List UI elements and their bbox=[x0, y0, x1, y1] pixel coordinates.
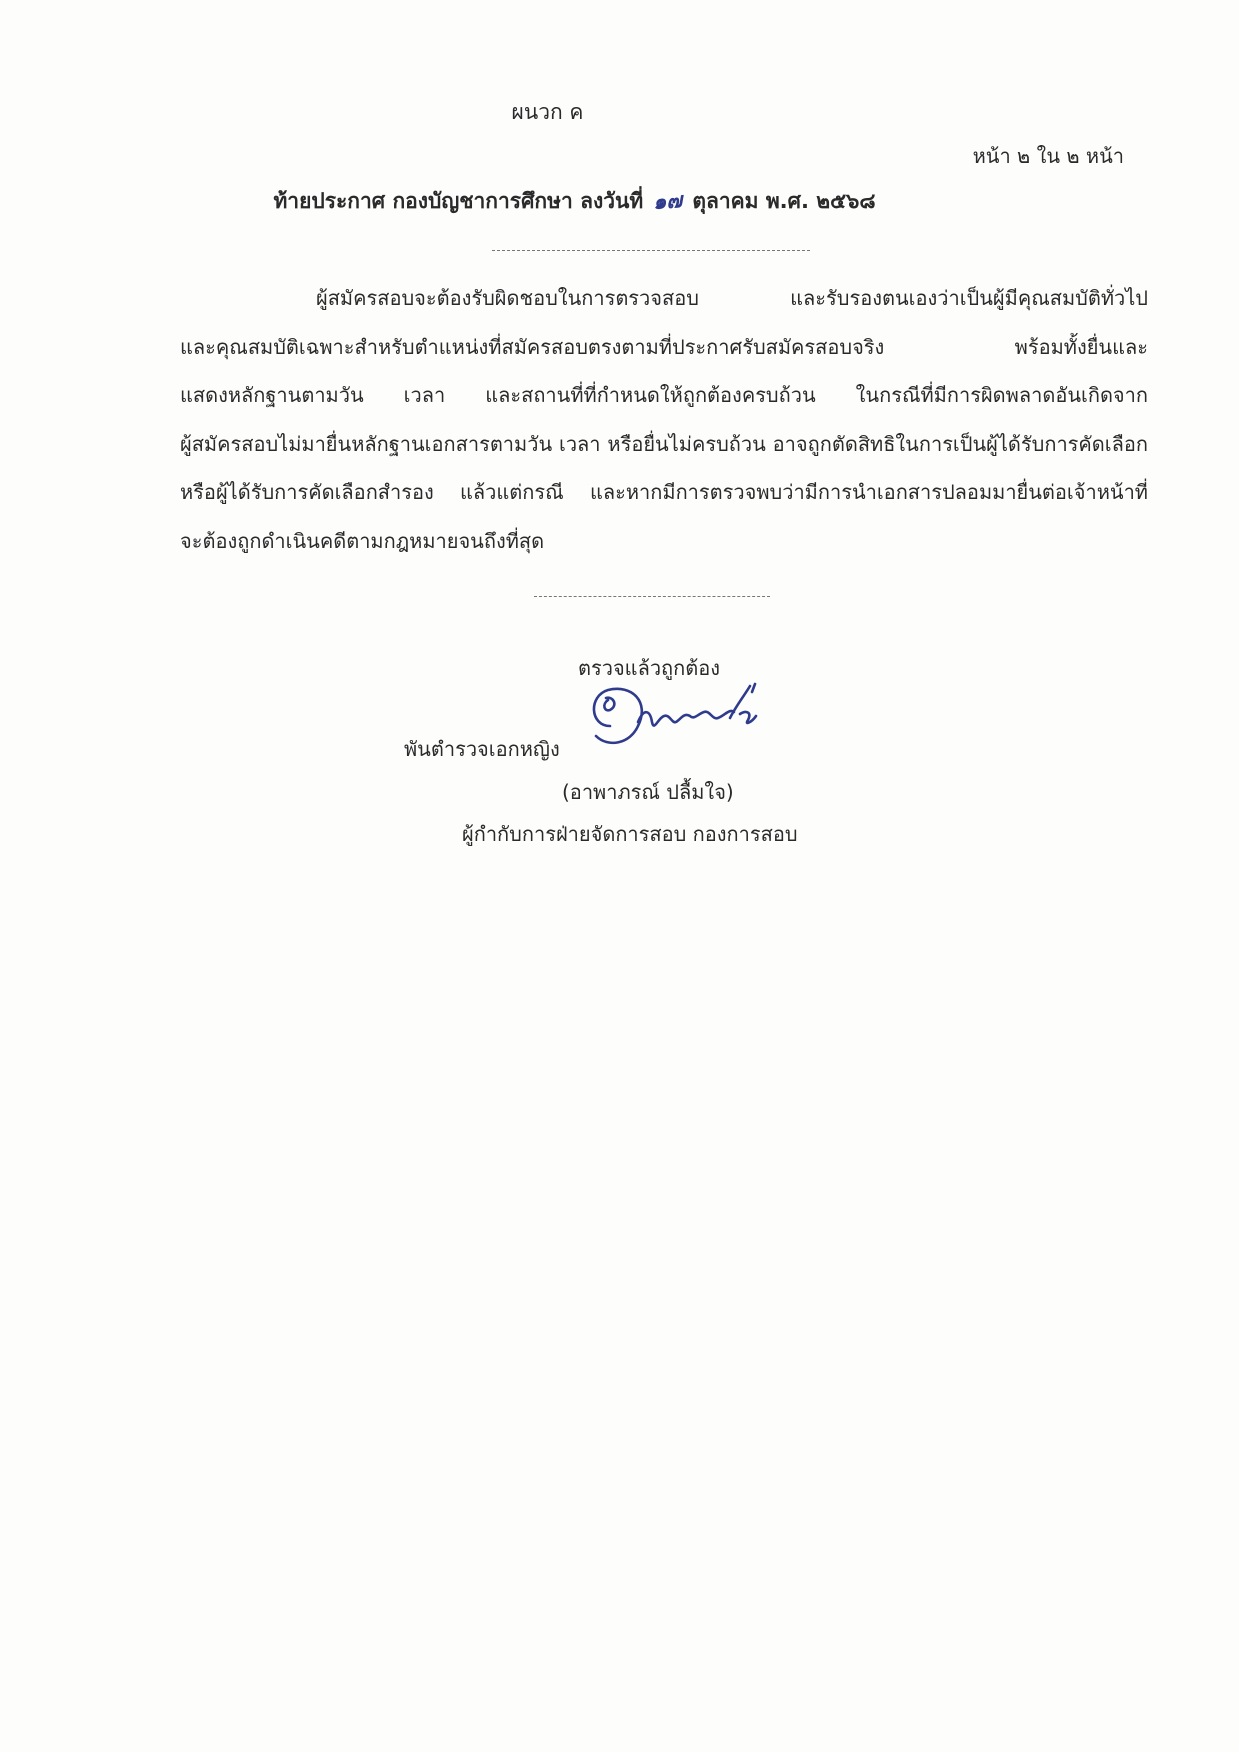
verified-label: ตรวจแล้วถูกต้อง bbox=[578, 656, 721, 680]
body-line: ผู้สมัครสอบจะต้องรับผิดชอบในการตรวจสอบ และรับรองตนเองว่าเป็นผู้มีคุณสมบัติทั่วไป bbox=[316, 286, 1148, 310]
signer-rank: พันตำรวจเอกหญิง bbox=[404, 737, 560, 761]
divider-top bbox=[492, 250, 810, 251]
signer-name: (อาพาภรณ์ ปลื้มใจ) bbox=[562, 780, 734, 804]
handwritten-day: ๑๗ bbox=[652, 187, 684, 214]
page-number: หน้า ๒ ใน ๒ หน้า bbox=[972, 144, 1124, 168]
signer-position: ผู้กำกับการฝ่ายจัดการสอบ กองการสอบ bbox=[462, 822, 798, 846]
body-line: จะต้องถูกดำเนินคดีตามกฎหมายจนถึงที่สุด bbox=[180, 528, 545, 553]
body-line: และคุณสมบัติเฉพาะสำหรับตำแหน่งที่สมัครสอบตรงตามที่ประกาศรับสมัครสอบจริง พร้อมทั้งยื่นและ bbox=[180, 334, 1148, 359]
divider-bottom bbox=[534, 596, 770, 597]
body-paragraph bbox=[180, 274, 1148, 565]
body-line: ผู้สมัครสอบไม่มายื่นหลักฐานเอกสารตามวัน เวลา หรือยื่นไม่ครบถ้วน อาจถูกตัดสิทธิในการเป็นผู้ได้รับการคัดเลือก bbox=[180, 431, 1148, 456]
annex-heading: ผนวก ค bbox=[511, 100, 584, 124]
body-line: หรือผู้ได้รับการคัดเลือกสำรอง แล้วแต่กรณี และหากมีการตรวจพบว่ามีการนำเอกสารปลอมมายื่นต่อเจ้าหน้าที่ bbox=[180, 480, 1148, 504]
title-prefix: ท้ายประกาศ กองบัญชาการศึกษา ลงวันที่ bbox=[273, 189, 644, 213]
handwritten-signature bbox=[580, 678, 780, 768]
title-suffix: ตุลาคม พ.ศ. ๒๕๖๘ bbox=[692, 189, 876, 213]
announcement-title bbox=[0, 185, 1194, 218]
body-line: แสดงหลักฐานตามวัน เวลา และสถานที่ที่กำหนดให้ถูกต้องครบถ้วน ในกรณีที่มีการผิดพลาดอันเกิดจาก bbox=[180, 383, 1148, 407]
